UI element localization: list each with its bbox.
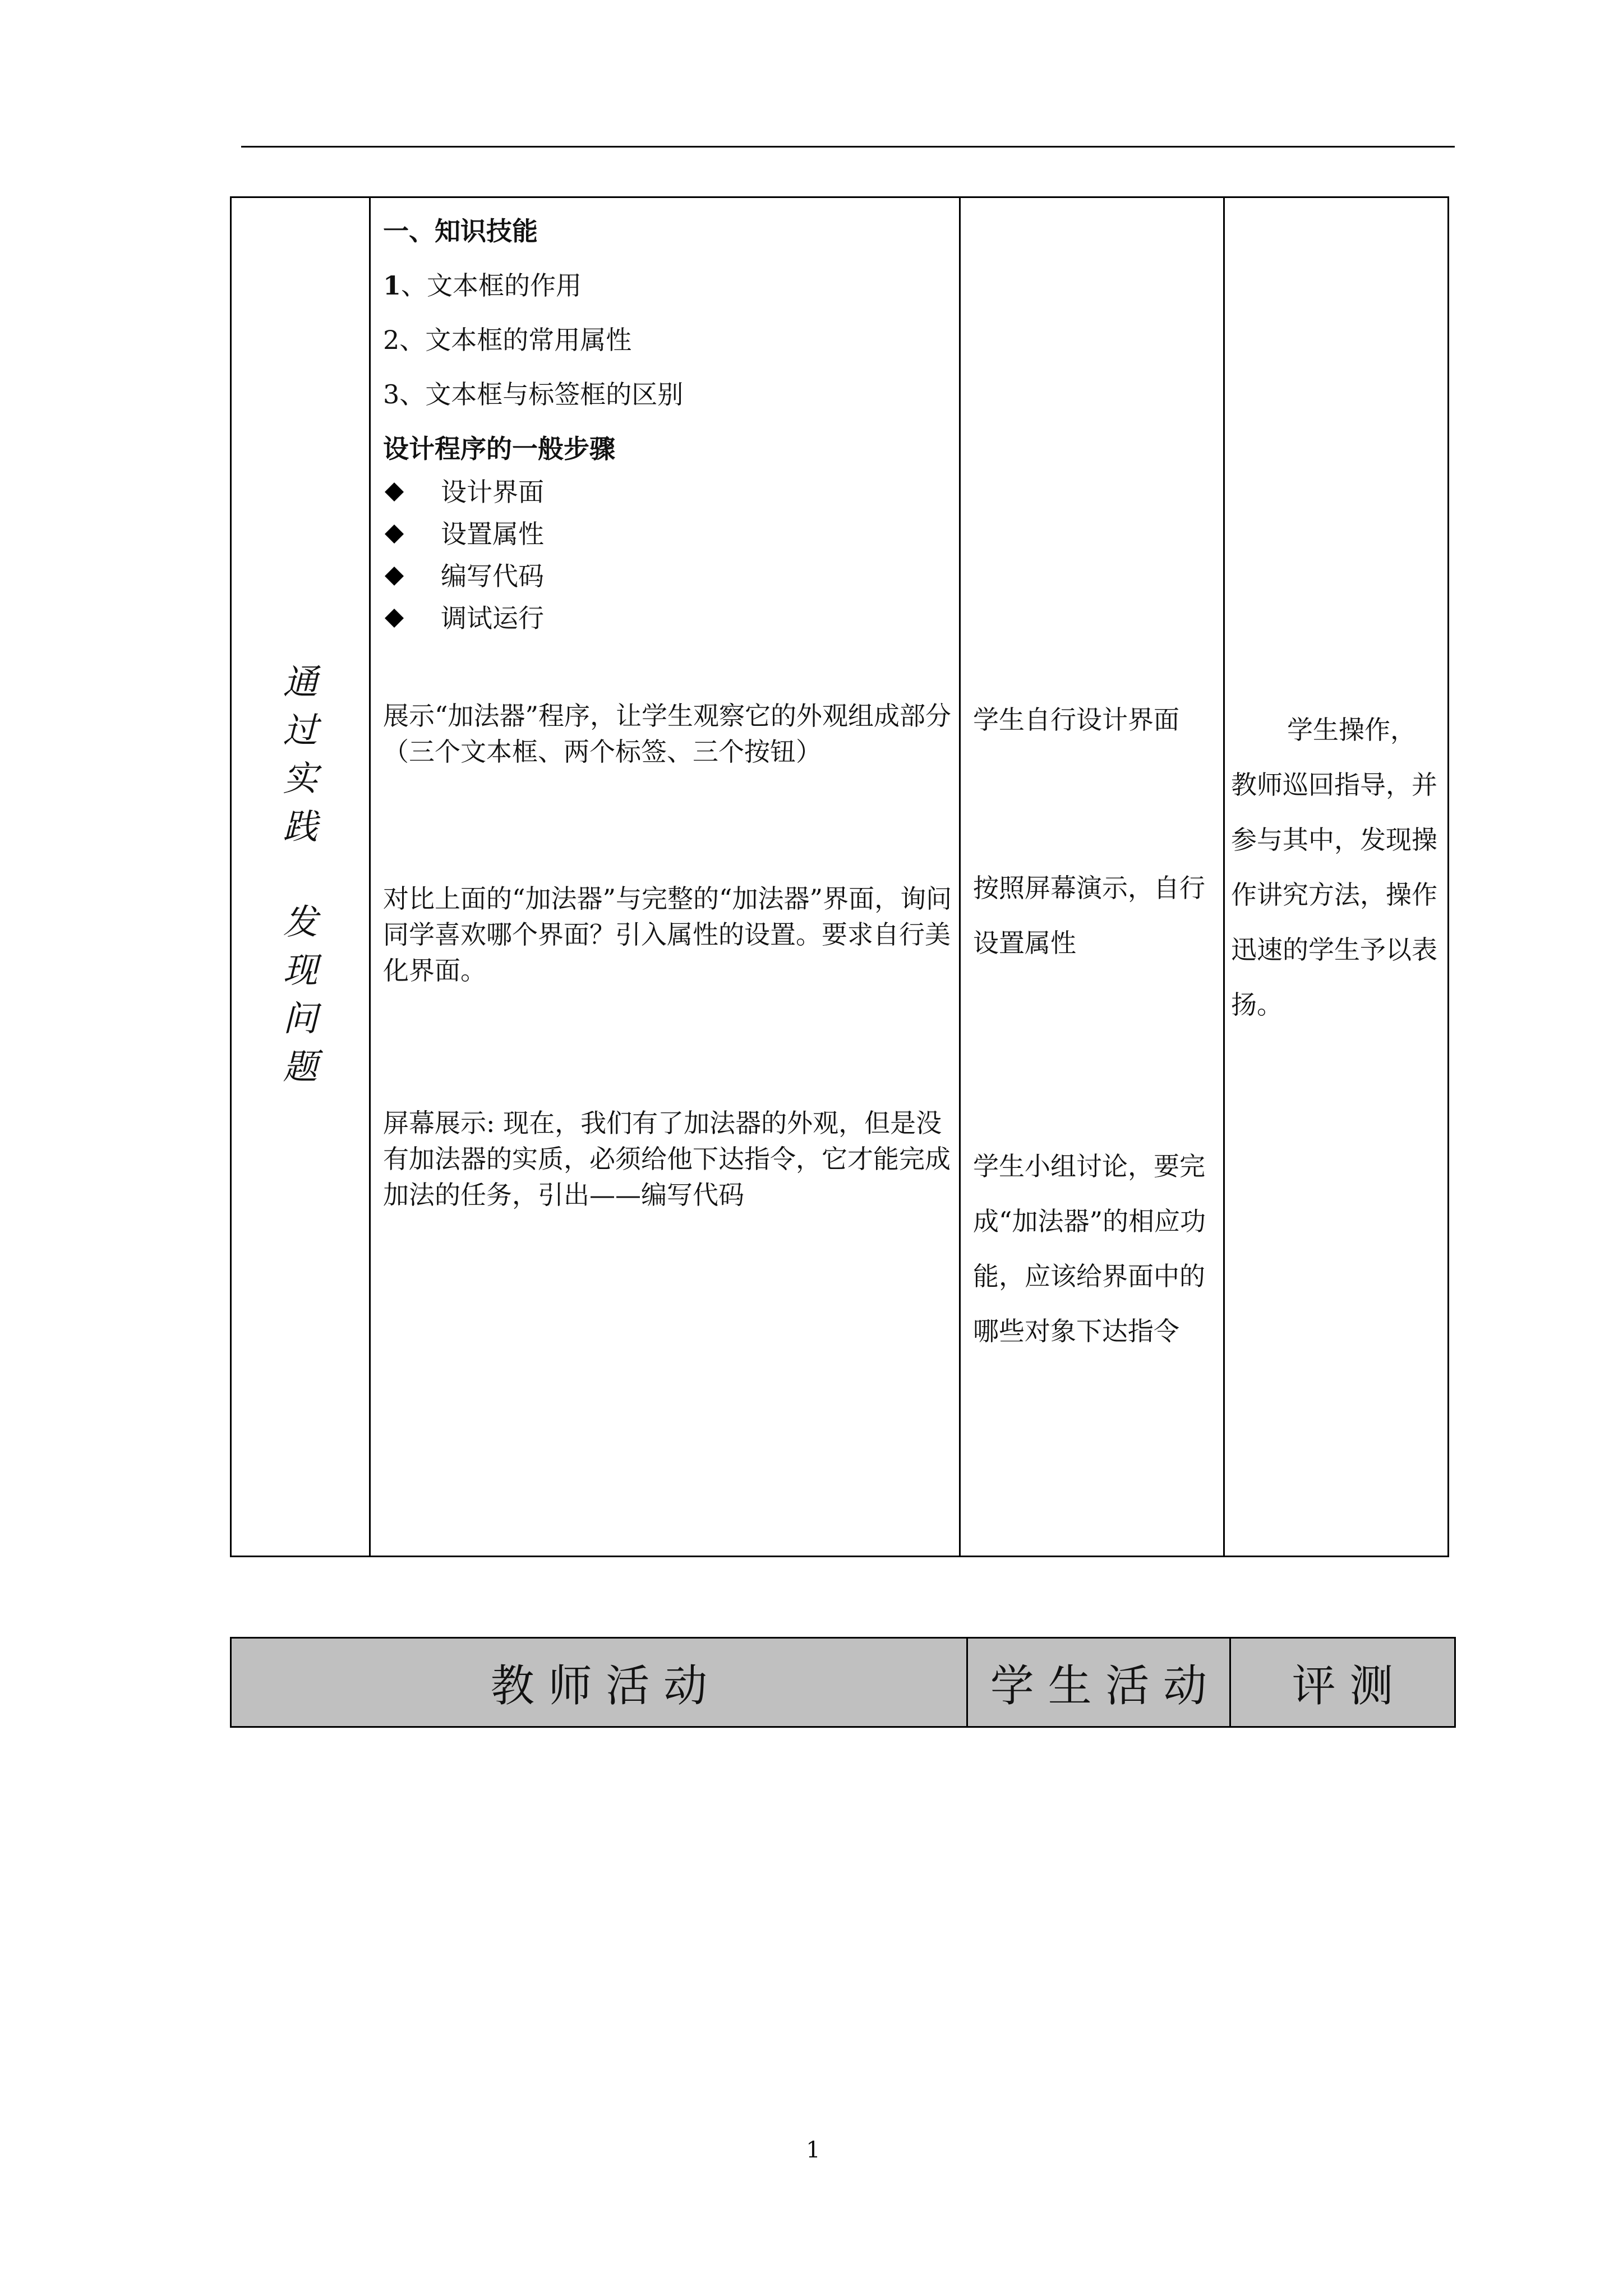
evaluation-text: 学生操作，教师巡回指导，并参与其中，发现操作讲究方法，操作迅速的学生予以表扬。 bbox=[1231, 715, 1437, 1020]
student-activity-2: 按照屏幕演示，自行设置属性 bbox=[973, 873, 1205, 958]
step-label: 设置属性 bbox=[441, 519, 544, 549]
column-divider-1 bbox=[369, 198, 371, 1556]
step-item bbox=[385, 560, 544, 592]
page-number: 1 bbox=[806, 2137, 820, 2163]
diamond-bullet-icon bbox=[385, 482, 404, 501]
knowledge-item-3: 3、文本框与标签框的区别 bbox=[383, 379, 684, 409]
column-divider-3 bbox=[1223, 198, 1225, 1556]
knowledge-item-1-text: 、文本框的作用 bbox=[401, 270, 582, 301]
steps-heading: 设计程序的一般步骤 bbox=[383, 434, 615, 464]
stage-char: 问 bbox=[283, 998, 318, 1039]
diamond-bullet-icon bbox=[385, 524, 404, 544]
teacher-paragraph-3: 屏幕展示: 现在，我们有了加法器的外观，但是没有加法器的实质，必须给他下达指令，它才能完成加法的任务，引出——编写代码 bbox=[383, 1108, 951, 1210]
step-label: 设计界面 bbox=[441, 477, 544, 507]
step-item bbox=[385, 476, 544, 508]
step-item bbox=[385, 602, 544, 634]
header-teacher-activity: 教 师 活 动 bbox=[490, 1661, 708, 1711]
activity-header-bar bbox=[230, 1637, 1456, 1728]
stage-label bbox=[232, 658, 369, 1091]
stage-char: 实 bbox=[283, 758, 318, 799]
step-item bbox=[385, 518, 544, 550]
stage-char: 践 bbox=[283, 806, 318, 847]
knowledge-item-1-num: 1 bbox=[383, 270, 402, 301]
teacher-paragraph-2: 对比上面的“加法器”与完整的“加法器”界面，询问同学喜欢哪个界面？引入属性的设置。要求自行美化界面。 bbox=[383, 884, 952, 986]
step-label: 编写代码 bbox=[441, 561, 544, 591]
stage-char: 现 bbox=[283, 950, 318, 991]
stage-char: 题 bbox=[283, 1046, 318, 1087]
step-label: 调试运行 bbox=[441, 603, 544, 633]
header-student-activity: 学 生 活 动 bbox=[990, 1661, 1207, 1711]
teacher-paragraph-1: 展示“加法器”程序，让学生观察它的外观组成部分（三个文本框、两个标签、三个按钮） bbox=[383, 701, 952, 767]
diamond-bullet-icon bbox=[385, 609, 404, 628]
student-activity-3: 学生小组讨论，要完成“加法器”的相应功能，应该给界面中的哪些对象下达指令 bbox=[973, 1151, 1206, 1346]
diamond-bullet-icon bbox=[385, 567, 404, 586]
stage-char: 发 bbox=[283, 901, 318, 942]
header-rule bbox=[241, 146, 1455, 148]
knowledge-item-1 bbox=[383, 269, 582, 302]
knowledge-heading: 一、知识技能 bbox=[383, 216, 538, 246]
knowledge-item-2: 2、文本框的常用属性 bbox=[383, 325, 632, 355]
student-activity-1: 学生自行设计界面 bbox=[973, 705, 1179, 735]
column-divider-2 bbox=[959, 198, 961, 1556]
stage-char: 通 bbox=[283, 661, 318, 702]
header-evaluation: 评 测 bbox=[1292, 1661, 1394, 1711]
stage-char: 过 bbox=[283, 710, 318, 751]
